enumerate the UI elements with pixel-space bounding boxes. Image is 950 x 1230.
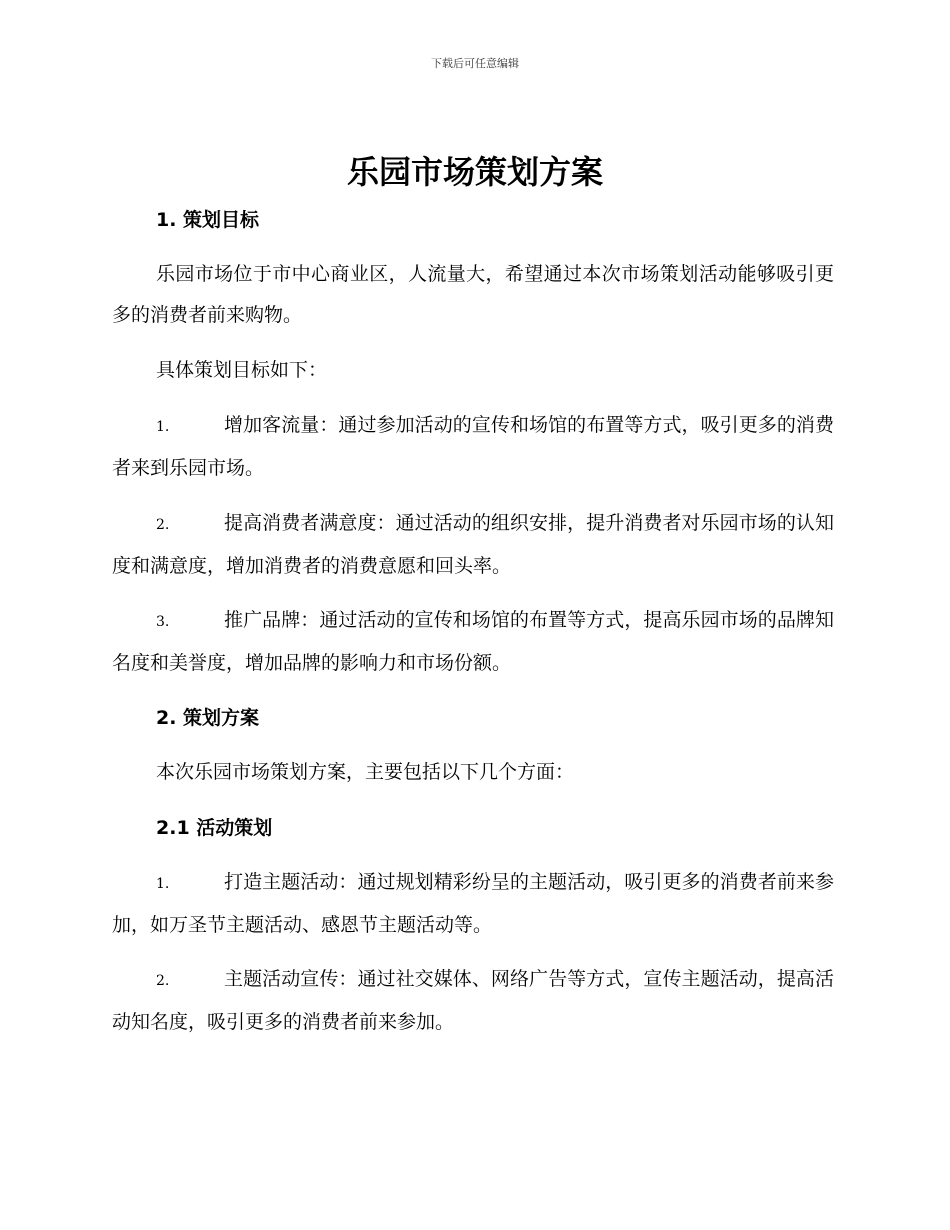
list-item bbox=[112, 600, 834, 684]
list-item-text: 增加客流量：通过参加活动的宣传和场馆的布置等方式，吸引更多的消费者来到乐园市场。 bbox=[112, 414, 834, 479]
page-header-note: 下载后可任意编辑 bbox=[431, 57, 519, 70]
list-item bbox=[112, 862, 834, 946]
subsection-heading-activity: 2.1 活动策划 bbox=[156, 817, 273, 839]
paragraph-goals-lead: 具体策划目标如下： bbox=[156, 359, 328, 381]
list-item-text: 主题活动宣传：通过社交媒体、网络广告等方式，宣传主题活动，提高活动知名度，吸引更多的消费者前来参加。 bbox=[112, 968, 834, 1033]
section-heading-plan: 2. 策划方案 bbox=[156, 707, 260, 729]
list-item-number: 1. bbox=[156, 419, 170, 435]
list-item bbox=[112, 405, 834, 489]
list-item bbox=[112, 503, 834, 587]
paragraph-plan-intro: 本次乐园市场策划方案，主要包括以下几个方面： bbox=[156, 761, 575, 783]
list-item-number: 1. bbox=[156, 876, 170, 892]
list-item-text: 提高消费者满意度：通过活动的组织安排，提升消费者对乐园市场的认知度和满意度，增加消费者的消费意愿和回头率。 bbox=[112, 512, 834, 577]
list-item-number: 2. bbox=[156, 973, 170, 989]
paragraph-intro: 乐园市场位于市中心商业区，人流量大，希望通过本次市场策划活动能够吸引更多的消费者前来购物。 bbox=[112, 263, 834, 326]
list-item-text: 推广品牌：通过活动的宣传和场馆的布置等方式，提高乐园市场的品牌知名度和美誉度，增加品牌的影响力和市场份额。 bbox=[112, 609, 834, 674]
list-item bbox=[112, 959, 834, 1043]
section-heading-goals: 1. 策划目标 bbox=[156, 209, 260, 231]
list-item-number: 2. bbox=[156, 517, 170, 533]
list-item-number: 3. bbox=[156, 614, 170, 630]
list-item-text: 打造主题活动：通过规划精彩纷呈的主题活动，吸引更多的消费者前来参加，如万圣节主题活动、感恩节主题活动等。 bbox=[112, 871, 834, 936]
document-title: 乐园市场策划方案 bbox=[346, 153, 603, 191]
